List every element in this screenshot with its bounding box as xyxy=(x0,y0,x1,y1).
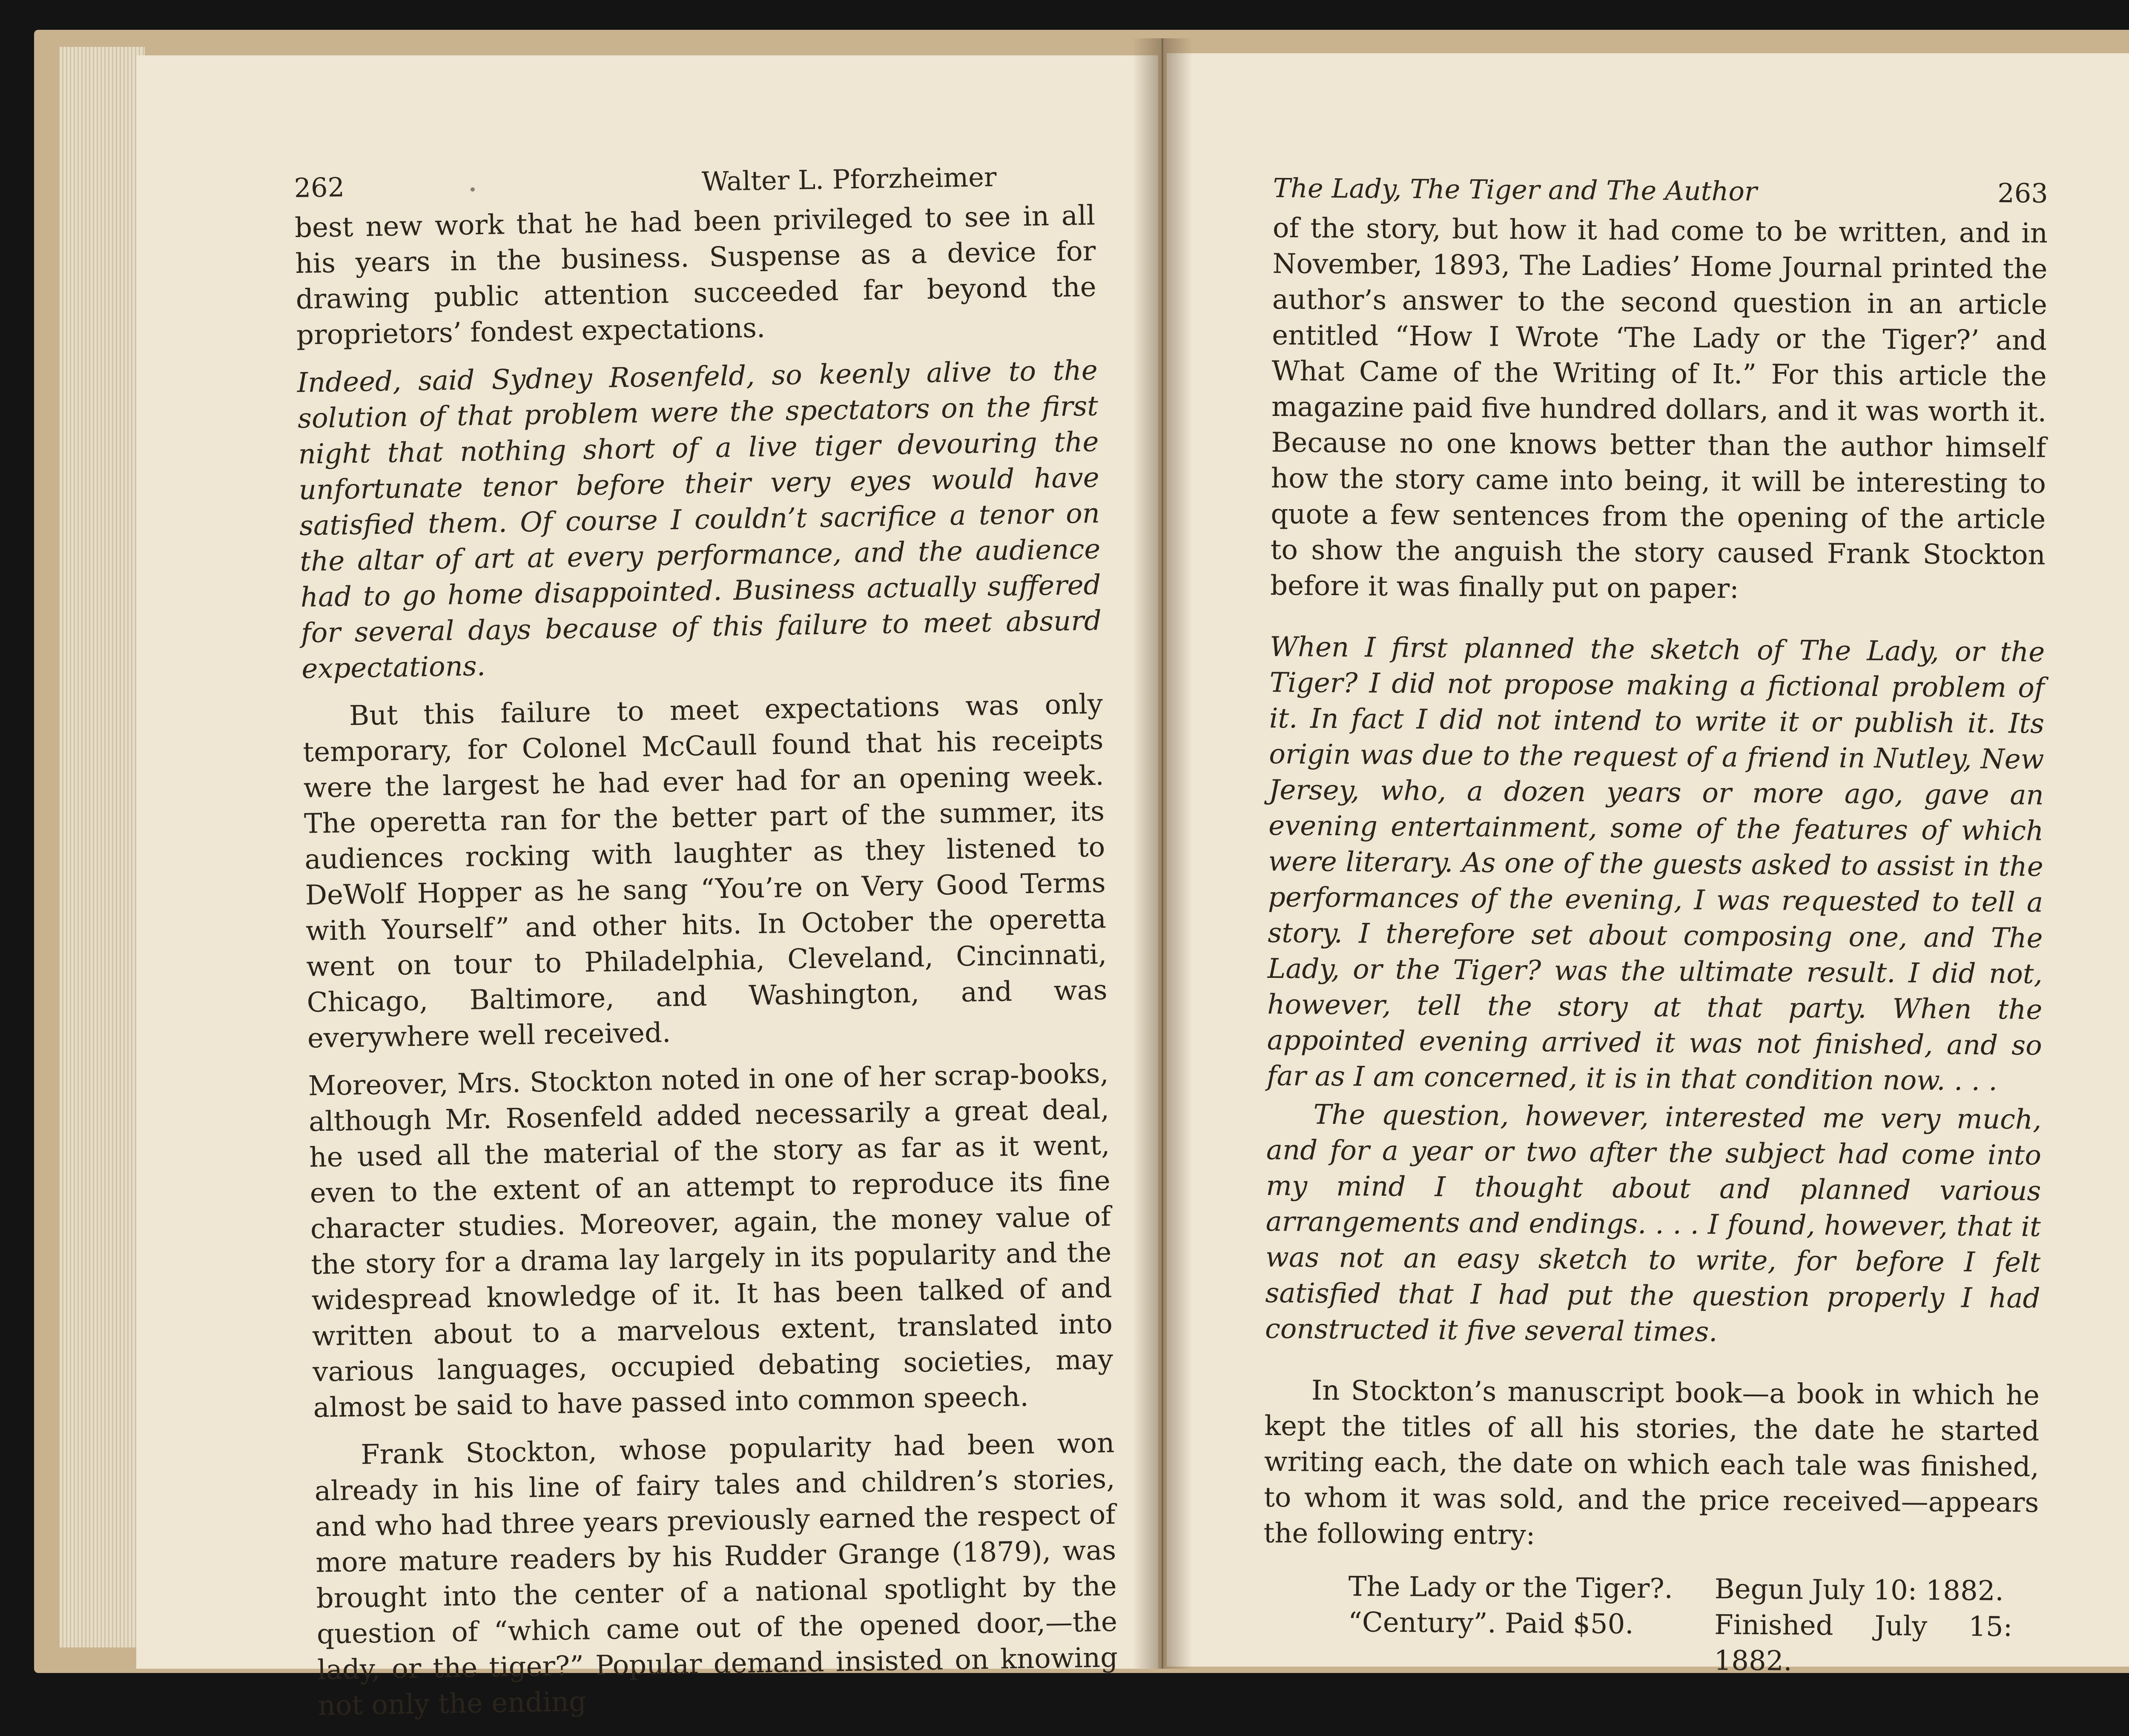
right-page-number: 263 xyxy=(1997,177,2048,209)
ledger-cell: Finished July 15: 1882. xyxy=(1714,1609,2013,1677)
left-page-number: 262 xyxy=(294,172,345,203)
paragraph: But this failure to meet expectations was only temporary, for Colonel McCaull found that his receipts were the largest he had ever had for an opening week. The operetta ran for the better part of the summer, its audiences rocking with laughter as they listened to DeWolf Hopper as he sang “You’re on Very Good Terms with Yourself” and other hits. In October the operetta went on tour to Philadelphia, Cleveland, Cincinnati, Chicago, Baltimore, and Washington, and was everywhere well received. xyxy=(302,688,1108,1054)
ledger-cell: “Century”. Paid $50. xyxy=(1348,1607,1634,1640)
left-page-text xyxy=(294,158,1119,1736)
block-quote xyxy=(1265,629,2045,1352)
ledger-cell: The Lady or the Tiger?. xyxy=(1348,1571,1673,1605)
right-page-text xyxy=(1262,170,2048,1681)
paragraph: Frank Stockton, whose popularity had been won already in his line of fairy tales and children’s stories, and who had three years previously earned the respect of more mature readers by his Rudder Grange (1879), was brought into the center of a national spotlight by the question of “which came out of the opened door,—the lady, or the tiger?” Popular demand insisted on knowing not only the ending xyxy=(314,1427,1118,1722)
right-running-head: The Lady, The Tiger and The Author xyxy=(1273,172,1757,207)
paragraph: The question, however, interested me very much, and for a year or two after the subject had come into my mind I thought about and planned various arrangements and endings. . . . I found, however, that it was not an easy sketch to write, for before I felt satisfied that I had put the question properly I had constructed it five several times. xyxy=(1265,1099,2042,1348)
right-paragraphs-before-quote xyxy=(1270,210,2048,609)
right-running-header xyxy=(1273,170,2048,212)
paragraph: Indeed, said Sydney Rosenfeld, so keenly alive to the solution of that problem were the spectators on the first night that nothing short of a live tiger devouring the unfortunate tenor before their very eyes would have satisfied them. Of course I couldn’t sacrifice a tenor on the altar of art at every performance, and the audience had to go home disappointed. Business actually suffered for several days because of this failure to meet absurd expectations. xyxy=(297,355,1102,685)
ledger-cell: Begun July 10: 1882. xyxy=(1714,1573,2004,1607)
paragraph: Moreover, Mrs. Stockton noted in one of her scrap-books, although Mr. Rosenfeld added necessarily a great deal, he used all the material of the story as far as it went, even to the extent of an attempt to reproduce its fine character studies. Moreover, again, the money value of the story for a drama lay largely in its popularity and the widespread knowledge of it. It has been talked of and written about to a marvelous extent, translated into various languages, occupied debating societies, may almost be said to have passed into common speech. xyxy=(308,1058,1113,1424)
manuscript-ledger-entry xyxy=(1348,1569,2038,1681)
paragraph: In Stockton’s manuscript book—a book in which he kept the titles of all his stories, the date he started writing each, the date on which each tale was finished, to whom it was sold, and the price received—appears the following entry: xyxy=(1263,1375,2040,1551)
paragraph: best new work that he had been privileged to see in all his years in the business. Suspense as a device for drawing public attention succeeded far beyond the proprietors’ fondest expectations. xyxy=(294,200,1097,351)
right-paragraphs-after-quote xyxy=(1263,1372,2040,1557)
left-running-head: Walter L. Pforzheimer xyxy=(701,161,997,197)
book-gutter xyxy=(1133,38,1192,1669)
left-paragraphs xyxy=(294,198,1119,1724)
paragraph: of the story, but how it had come to be written, and in November, 1893, The Ladies’ Home Journal printed the author’s answer to the second question in an article entitled “How I Wrote ‘The Lady or the Tiger?’ and What Came of the Writing of It.” For this article the magazine paid five hundred dollars, and it was worth it. Because no one knows better than the author himself how the story came into being, it will be interesting to quote a few sentences from the opening of the article to show the anguish the story caused Frank Stockton before it was finally put on paper: xyxy=(1270,212,2048,605)
page-edges-left xyxy=(60,47,145,1647)
paragraph: When I first planned the sketch of The Lady, or the Tiger? I did not propose making a fictional problem of it. In fact I did not intend to write it or publish it. Its origin was due to the request of a friend in Nutley, New Jersey, who, a dozen years or more ago, gave an evening entertainment, some of the features of which were literary. As one of the guests asked to assist in the performances of the evening, I was requested to tell a story. I therefore set about composing one, and The Lady, or the Tiger? was the ultimate result. I did not, however, tell the story at that party. When the appointed evening arrived it was not finished, and so far as I am concerned, it is in that condition now. . . . xyxy=(1266,631,2045,1097)
